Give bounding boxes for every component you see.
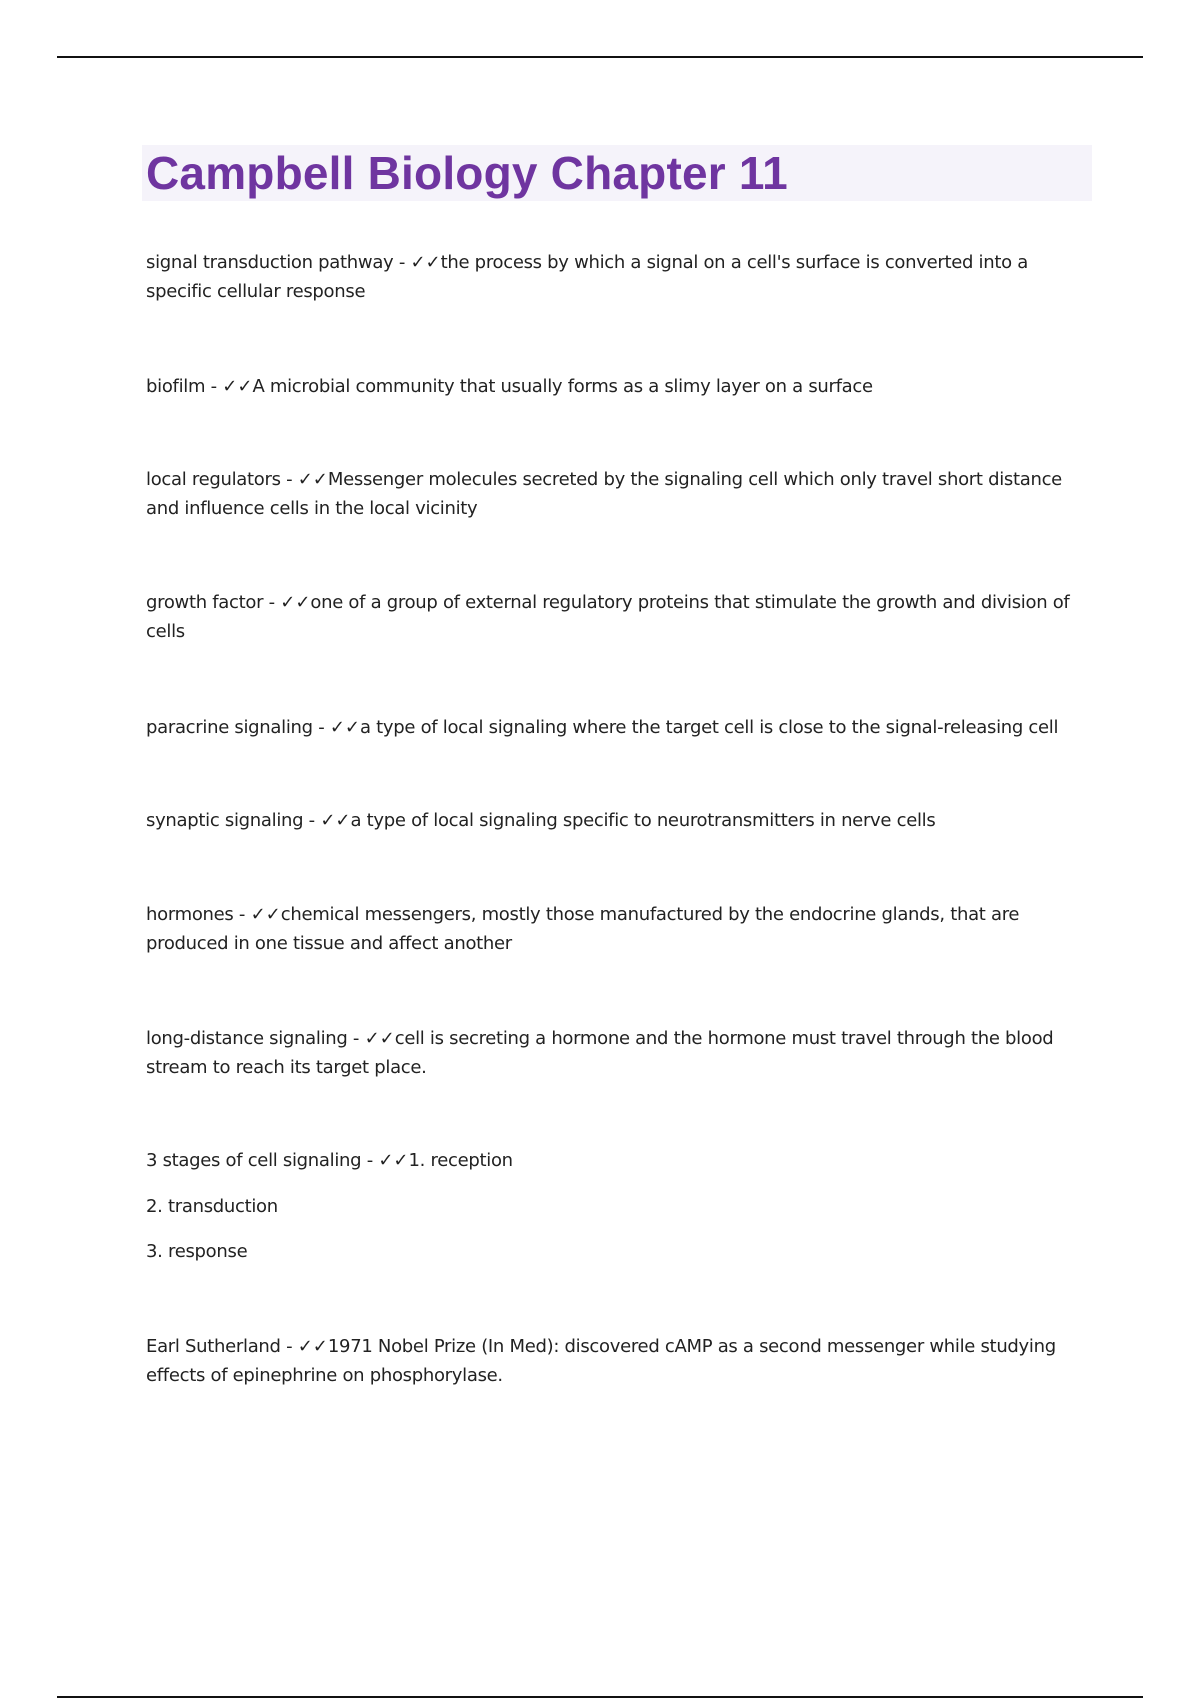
list-item-response: 3. response <box>146 1241 248 1262</box>
double-check-icon: ✓✓ <box>410 252 441 273</box>
double-check-icon: ✓✓ <box>280 592 311 613</box>
page-title: Campbell Biology Chapter 11 <box>146 147 788 199</box>
entry-definition: a type of local signaling where the target cell is close to the signal-releasing cell <box>360 717 1059 738</box>
entry-signal-transduction-pathway: signal transduction pathway - ✓✓the process by which a signal on a cell's surface is converted into a specific cellular response <box>146 252 1028 302</box>
entry-definition: Messenger molecules secreted by the signaling cell which only travel short distance and influence cells in the local vicinity <box>146 469 1062 519</box>
entry-long-distance-signaling: long-distance signaling - ✓✓cell is secreting a hormone and the hormone must travel through the blood stream to reach its target place. <box>146 1028 1054 1078</box>
entry-term: long-distance signaling <box>146 1028 348 1049</box>
double-check-icon: ✓✓ <box>378 1150 409 1171</box>
double-check-icon: ✓✓ <box>297 1336 328 1357</box>
double-check-icon: ✓✓ <box>329 717 360 738</box>
entry-definition: one of a group of external regulatory proteins that stimulate the growth and division of cells <box>146 592 1070 642</box>
entry-synaptic-signaling: synaptic signaling - ✓✓a type of local signaling specific to neurotransmitters in nerve cells <box>146 810 936 831</box>
double-check-icon: ✓✓ <box>320 810 351 831</box>
entry-earl-sutherland: Earl Sutherland - ✓✓1971 Nobel Prize (In Med): discovered cAMP as a second messenger while studying effects of epinephrine on phosphorylase. <box>146 1336 1056 1386</box>
entry-term: Earl Sutherland <box>146 1336 281 1357</box>
entry-local-regulators: local regulators - ✓✓Messenger molecules secreted by the signaling cell which only travel short distance and influence cells in the local vicinity <box>146 469 1062 519</box>
entry-definition: A microbial community that usually forms as a slimy layer on a surface <box>252 376 873 397</box>
entry-definition: chemical messengers, mostly those manufactured by the endocrine glands, that are produced in one tissue and affect another <box>146 904 1020 954</box>
entry-term: synaptic signaling <box>146 810 304 831</box>
entry-paracrine-signaling: paracrine signaling - ✓✓a type of local signaling where the target cell is close to the signal-releasing cell <box>146 717 1059 738</box>
entry-term: hormones <box>146 904 234 925</box>
entry-growth-factor: growth factor - ✓✓one of a group of external regulatory proteins that stimulate the growth and division of cells <box>146 592 1070 642</box>
double-check-icon: ✓✓ <box>222 376 253 397</box>
bottom-rule <box>57 1696 1143 1698</box>
entry-definition: the process by which a signal on a cell's surface is converted into a specific cellular response <box>146 252 1028 302</box>
double-check-icon: ✓✓ <box>250 904 281 925</box>
entry-term: 3 stages of cell signaling <box>146 1150 362 1171</box>
double-check-icon: ✓✓ <box>297 469 328 490</box>
double-check-icon: ✓✓ <box>364 1028 395 1049</box>
entry-3-stages-of-cell-signaling: 3 stages of cell signaling - ✓✓1. reception <box>146 1150 513 1171</box>
entry-definition: 1. reception <box>408 1150 513 1171</box>
list-item-transduction: 2. transduction <box>146 1196 278 1217</box>
entry-term: biofilm <box>146 376 206 397</box>
entry-term: signal transduction pathway <box>146 252 394 273</box>
entry-definition: cell is secreting a hormone and the hormone must travel through the blood stream to reach its target place. <box>146 1028 1054 1078</box>
entry-biofilm: biofilm - ✓✓A microbial community that usually forms as a slimy layer on a surface <box>146 376 873 397</box>
top-rule <box>57 56 1143 58</box>
entry-hormones: hormones - ✓✓chemical messengers, mostly those manufactured by the endocrine glands, that are produced in one tissue and affect another <box>146 904 1020 954</box>
entry-definition: a type of local signaling specific to neurotransmitters in nerve cells <box>350 810 936 831</box>
entry-term: local regulators <box>146 469 281 490</box>
entry-definition: 1971 Nobel Prize (In Med): discovered cAMP as a second messenger while studying effects of epinephrine on phosphorylase. <box>146 1336 1056 1386</box>
entry-term: paracrine signaling <box>146 717 313 738</box>
entry-term: growth factor <box>146 592 264 613</box>
